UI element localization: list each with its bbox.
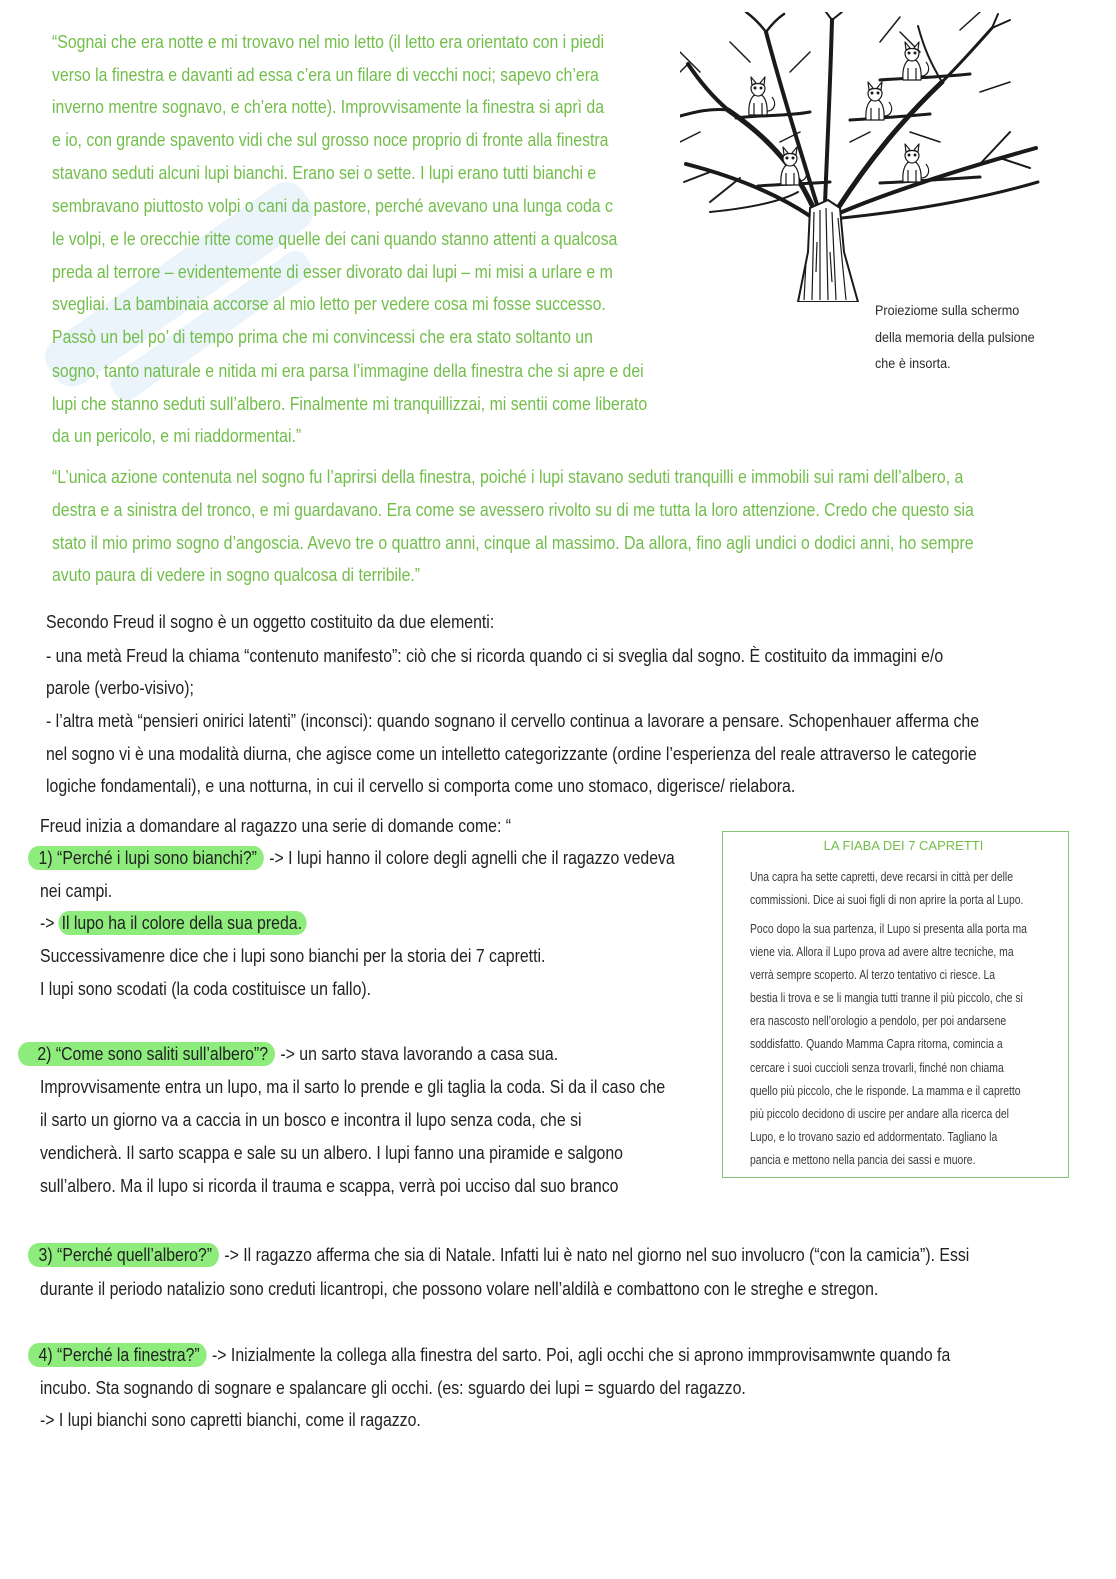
fairy-tale-box: [722, 831, 1069, 1178]
tree-branches: [680, 12, 1038, 218]
question-2-highlight: 2) “Come sono saliti sull’albero”?: [18, 1042, 275, 1066]
quote-line: stato il mio primo sogno d’angoscia. Avevo tre o quattro anni, cinque al massimo. Da allora, fino agli undici o dodici anni, ho sempre: [52, 533, 974, 553]
question-1-highlight: 1) “Perché i lupi sono bianchi?”: [28, 846, 264, 870]
box-line: Poco dopo la sua partenza, il Lupo si presenta alla porta ma: [750, 921, 1027, 936]
text-line: incubo. Sta sognando di sognare e spalancare gli occhi. (es: sguardo dei lupi = sguardo del ragazzo.: [40, 1378, 746, 1398]
text-line: I lupi sono scodati (la coda costituisce un fallo).: [40, 979, 372, 999]
quote-line: le volpi, e le orecchie ritte come quelle dei cani quando stanno attenti a qualcosa: [52, 229, 618, 249]
question-1-answer: -> I lupi hanno il colore degli agnelli che il ragazzo vedeva: [269, 848, 675, 868]
question-3-highlight: 3) “Perché quell’albero?”: [28, 1243, 219, 1267]
quote-line: svegliai. La bambinaia accorse al mio letto per vedere cosa mi fosse successo.: [52, 294, 606, 314]
text-line: il sarto un giorno va a caccia in un bosco e incontra il lupo senza coda, che si: [40, 1110, 582, 1130]
text-line: nel sogno vi è una modalità diurna, che agisce come un intelletto categorizzante (ordine l’esperienza del reale attraverso le categorie: [46, 744, 977, 764]
quote-line: “L’unica azione contenuta nel sogno fu l’aprirsi della finestra, poiché i lupi stavano seduti tranquilli e immobili sui rami dell’albero, a: [52, 467, 964, 487]
wolf-figure: [903, 144, 929, 182]
quote-line: lupi che stanno seduti sull’albero. Finalmente mi tranquillizzai, mi sentii come liberato: [52, 394, 648, 414]
text-line: vendicherà. Il sarto scappa e sale su un albero. I lupi fanno una piramide e salgono: [40, 1143, 623, 1163]
box-line: pancia e mettono nella pancia dei sassi e muore.: [750, 1152, 976, 1167]
text-line: Secondo Freud il sogno è un oggetto costituito da due elementi:: [46, 612, 495, 632]
question-1-conclusion-highlight: Il lupo ha il colore della sua preda.: [58, 911, 306, 935]
box-line: Lupo, e lo trovano sazio ed addormentato. Tagliano la: [750, 1129, 998, 1144]
quote-line: Passò un bel po’ di tempo prima che mi convincessi che era stato soltanto un: [52, 327, 593, 347]
box-line: cercare i suoi cuccioli senza trovarli, finché non chiama: [750, 1060, 1004, 1075]
quote-line: stavano seduti alcuni lupi bianchi. Erano sei o sette. I lupi erano tutti bianchi e: [52, 163, 597, 183]
box-line: viene via. Allora il Lupo prova ad avere altre tecniche, ma: [750, 944, 1014, 959]
text-line: parole (verbo-visivo);: [46, 678, 194, 698]
text-line: Successivamenre dice che i lupi sono bianchi per la storia dei 7 capretti.: [40, 946, 546, 966]
box-line: quello più piccolo, che le risponde. La mamma e il capretto: [750, 1083, 1021, 1098]
caption-line: della memoria della pulsione: [875, 329, 1035, 345]
quote-line: inverno mentre sognavo, e ch’era notte). Improvvisamente la finestra si aprì da: [52, 97, 605, 117]
quote-line: sembravano piuttosto volpi o cani da pastore, perché avevano una lunga coda c: [52, 196, 613, 216]
caption-line: che è insorta.: [875, 355, 951, 371]
quote-line: preda al terrore – evidentemente di esser divorato dai lupi – mi misi a urlare e m: [52, 262, 613, 282]
questions-intro: Freud inizia a domandare al ragazzo una serie di domande come: “: [40, 816, 512, 836]
wolf-figure: [749, 77, 775, 115]
box-line: soddisfatto. Quando Mamma Capra ritorna, comincia a: [750, 1036, 1003, 1051]
question-4-answer: -> Inizialmente la collega alla finestra del sarto. Poi, agli occhi che si aprono immprovisamwnte quando fa: [211, 1345, 951, 1365]
quote-line: e io, con grande spavento vidi che sul grosso noce proprio di fronte alla finestra: [52, 130, 609, 150]
tree-with-wolves-illustration: [680, 12, 1040, 302]
text-line: - l’altra metà “pensieri onirici latenti” (inconsci): quando sognano il cervello continua a lavorare a pensare. Schopenhauer afferma che: [46, 711, 980, 731]
fairy-tale-title: LA FIABA DEI 7 CAPRETTI: [823, 838, 984, 853]
question-2-answer: -> un sarto stava lavorando a casa sua.: [280, 1044, 559, 1064]
text-line: nei campi.: [40, 881, 113, 901]
quote-line: avuto paura di vedere in sogno qualcosa di terribile.”: [52, 565, 421, 585]
quote-line: sogno, tanto naturale e nitida mi era parsa l’immagine della finestra che si apre e dei: [52, 361, 644, 381]
wolf-figure: [866, 82, 892, 120]
box-line: più piccolo decidono di uscire per andare alla ricerca del: [750, 1106, 1009, 1121]
question-4-highlight: 4) “Perché la finestra?”: [28, 1343, 207, 1367]
text-line: logiche fondamentali), e una notturna, in cui il cervello si comporta come uno stomaco, digerisce/ rielabora.: [46, 776, 796, 796]
question-1-line: [28, 846, 675, 870]
question-3-line: [28, 1243, 969, 1267]
quote-line: destra e a sinistra del tronco, e mi guardavano. Era come se avessero rivolto su di me tutta la loro attenzione. Credo che questo sia: [52, 500, 974, 520]
box-line: commissioni. Dice ai suoi figli di non aprire la porta al Lupo.: [750, 892, 1024, 907]
text-line: durante il periodo natalizio sono creduti licantropi, che possono volare nell’aldilà e combattono con le streghe e stregon.: [40, 1279, 879, 1299]
quote-line: “Sognai che era notte e mi trovavo nel mio letto (il letto era orientato con i piedi: [52, 32, 605, 52]
text-line: sull’albero. Ma il lupo si ricorda il trauma e scappa, verrà poi ucciso dal suo branco: [40, 1176, 619, 1196]
box-line: Una capra ha sette capretti, deve recarsi in città per delle: [750, 869, 1014, 884]
box-line: verrà sempre scoperto. Al terzo tentativo ci riesce. La: [750, 967, 996, 982]
quote-line: da un pericolo, e mi riaddormentai.”: [52, 426, 302, 446]
box-line: bestia li trova e se li mangia tutti tranne il più piccolo, che si: [750, 990, 1023, 1005]
arrow: ->: [40, 913, 55, 933]
text-line: Improvvisamente entra un lupo, ma il sarto lo prende e gli taglia la coda. Si da il caso che: [40, 1077, 666, 1097]
box-line: era nascosto nell’orologio a pendolo, per poi andarsene: [750, 1013, 1007, 1028]
text-line: -> I lupi bianchi sono capretti bianchi, come il ragazzo.: [40, 1410, 421, 1430]
text-line: - una metà Freud la chiama “contenuto manifesto”: ciò che si ricorda quando ci si sveglia dal sogno. È costituito da immagini e/o: [46, 646, 944, 666]
question-4-line: [28, 1343, 950, 1367]
question-2-line: [18, 1042, 558, 1066]
question-3-answer: -> Il ragazzo afferma che sia di Natale. Infatti lui è nato nel giorno nel suo involucro (“con la camicia”). Essi: [224, 1245, 970, 1265]
caption-line: Proieziome sulla schermo: [875, 302, 1020, 318]
question-1-conclusion-line: [40, 911, 306, 935]
quote-line: verso la finestra e davanti ad essa c’era un filare di vecchi noci; sapevo ch’era: [52, 65, 599, 85]
